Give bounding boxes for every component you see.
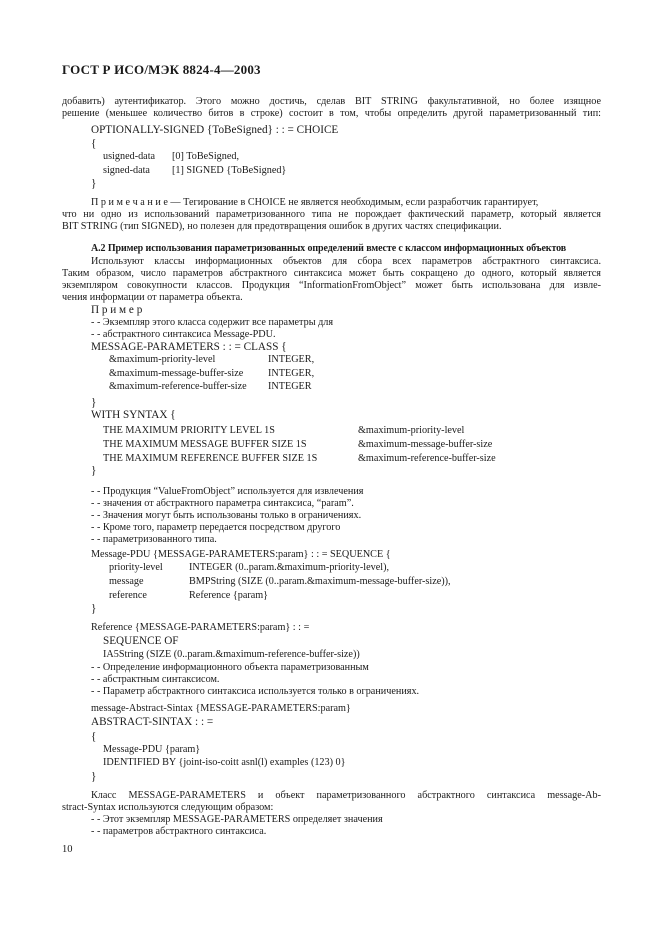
code-line: } [91, 603, 97, 615]
page-header-title: ГОСТ Р ИСО/МЭК 8824-4—2003 [62, 62, 261, 77]
code-line: MESSAGE-PARAMETERS : : = CLASS { [91, 341, 287, 353]
code-line: &maximum-priority-level [358, 425, 465, 436]
code-line: BMPString (SIZE (0..param.&maximum-message-buffer-size)), [189, 576, 451, 587]
code-line: priority-level [109, 562, 163, 573]
code-line: Message-PDU {param} [103, 744, 201, 755]
code-line: { [91, 731, 97, 743]
note-line [91, 197, 538, 209]
code-line: SEQUENCE OF [103, 635, 179, 647]
code-line: Reference {param} [189, 590, 269, 601]
code-line: IA5String (SIZE (0..param.&maximum-reference-buffer-size)) [103, 649, 360, 660]
comment-line: - - Параметр абстрактного синтаксиса используется только в ограничениях. [91, 686, 420, 697]
code-line: } [91, 771, 97, 783]
section-heading: А.2 Пример использования параметризованных определений вместе с классом информационных объектов [91, 243, 567, 254]
code-line: signed-data [103, 165, 150, 176]
code-line: &maximum-message-buffer-size [358, 439, 493, 450]
code-line: } [91, 465, 97, 477]
code-line: [0] ToBeSigned, [172, 151, 240, 162]
text-line: Таким образом, число параметров абстрактного синтаксиса может быть сокращено до одного, который является [62, 268, 601, 279]
code-line: &maximum-message-buffer-size [109, 368, 244, 379]
text-line: экземпляром совокупности классов. Продукция “InformationFromObject” может быть использована для извле- [62, 280, 601, 291]
text-line: Класс MESSAGE-PARAMETERS и объект параметризованного абстрактного синтаксиса message-Ab- [91, 790, 601, 801]
comment-line: - - параметризованного типа. [91, 534, 217, 545]
code-line: reference [109, 590, 147, 601]
code-line: THE MAXIMUM PRIORITY LEVEL 1S [103, 425, 275, 436]
code-line: } [91, 178, 97, 190]
text-line: stract-Syntax используются следующим образом: [62, 802, 274, 813]
text-line: Используют классы информационных объектов для сбора всех параметров абстрактного синтаксиса. [91, 256, 601, 267]
code-line: Reference {MESSAGE-PARAMETERS:param} : : = [91, 622, 310, 633]
comment-line: - - Продукция “ValueFromObject” используется для извлечения [91, 486, 364, 497]
page-number: 10 [62, 844, 73, 855]
comment-line: - - абстрактным синтаксисом. [91, 674, 220, 685]
comment-line: - - значения от абстрактного параметра синтаксиса, “param”. [91, 498, 354, 509]
code-line: Message-PDU {MESSAGE-PARAMETERS:param} : : = SEQUENCE { [91, 549, 391, 560]
code-line: message [109, 576, 144, 587]
note-text: — Тегирование в CHOICE не является необходимым, если разработчик гарантирует, [167, 197, 539, 208]
code-line: WITH SYNTAX { [91, 409, 176, 421]
comment-line: - - Экземпляр этого класса содержит все параметры для [91, 317, 334, 328]
code-line: [1] SIGNED {ToBeSigned} [172, 165, 287, 176]
comment-line: - - Кроме того, параметр передается посредством другого [91, 522, 341, 533]
comment-line: - - Значения могут быть использованы только в ограничениях. [91, 510, 362, 521]
code-line: THE MAXIMUM REFERENCE BUFFER SIZE 1S [103, 453, 318, 464]
code-line: OPTIONALLY-SIGNED {ToBeSigned} : : = CHOICE [91, 124, 339, 136]
code-line: THE MAXIMUM MESSAGE BUFFER SIZE 1S [103, 439, 307, 450]
example-label: П р и м е р [91, 304, 143, 316]
comment-line: - - Этот экземпляр MESSAGE-PARAMETERS определяет значения [91, 814, 383, 825]
note-label: П р и м е ч а н и е [91, 197, 168, 208]
code-line: &maximum-reference-buffer-size [358, 453, 496, 464]
code-line: ABSTRACT-SINTAX : : = [91, 716, 214, 728]
code-line: usigned-data [103, 151, 156, 162]
text-line: чения информации от параметра объекта. [62, 292, 243, 303]
comment-line: - - параметров абстрактного синтаксиса. [91, 826, 267, 837]
text-line: добавить) аутентификатор. Этого можно достичь, сделав BIT STRING факультативной, но более изящное [62, 96, 601, 107]
code-line: &maximum-priority-level [109, 354, 216, 365]
code-line: INTEGER, [268, 368, 315, 379]
code-line: INTEGER [268, 381, 312, 392]
comment-line: - - Определение информационного объекта параметризованным [91, 662, 369, 673]
code-line: } [91, 397, 97, 409]
code-line: INTEGER (0..param.&maximum-priority-level), [189, 562, 390, 573]
text-line: решение (меньшее количество битов в строке) состоит в том, чтобы определить другой параметризованный тип: [62, 108, 601, 119]
code-line: message-Abstract-Sintax {MESSAGE-PARAMETERS:param} [91, 703, 351, 714]
code-line: INTEGER, [268, 354, 315, 365]
note-line: BIT STRING (тип SIGNED), но полезен для предотвращения ошибок в других частях спецификации. [62, 221, 502, 232]
note-line: что ни одно из использований параметризованного типа не порождает фактический параметр, который является [62, 209, 601, 220]
code-line: IDENTIFIED BY {joint-iso-coitt asnl(l) examples (123) 0} [103, 757, 346, 768]
code-line: { [91, 138, 97, 150]
code-line: &maximum-reference-buffer-size [109, 381, 247, 392]
comment-line: - - абстрактного синтаксиса Message-PDU. [91, 329, 276, 340]
